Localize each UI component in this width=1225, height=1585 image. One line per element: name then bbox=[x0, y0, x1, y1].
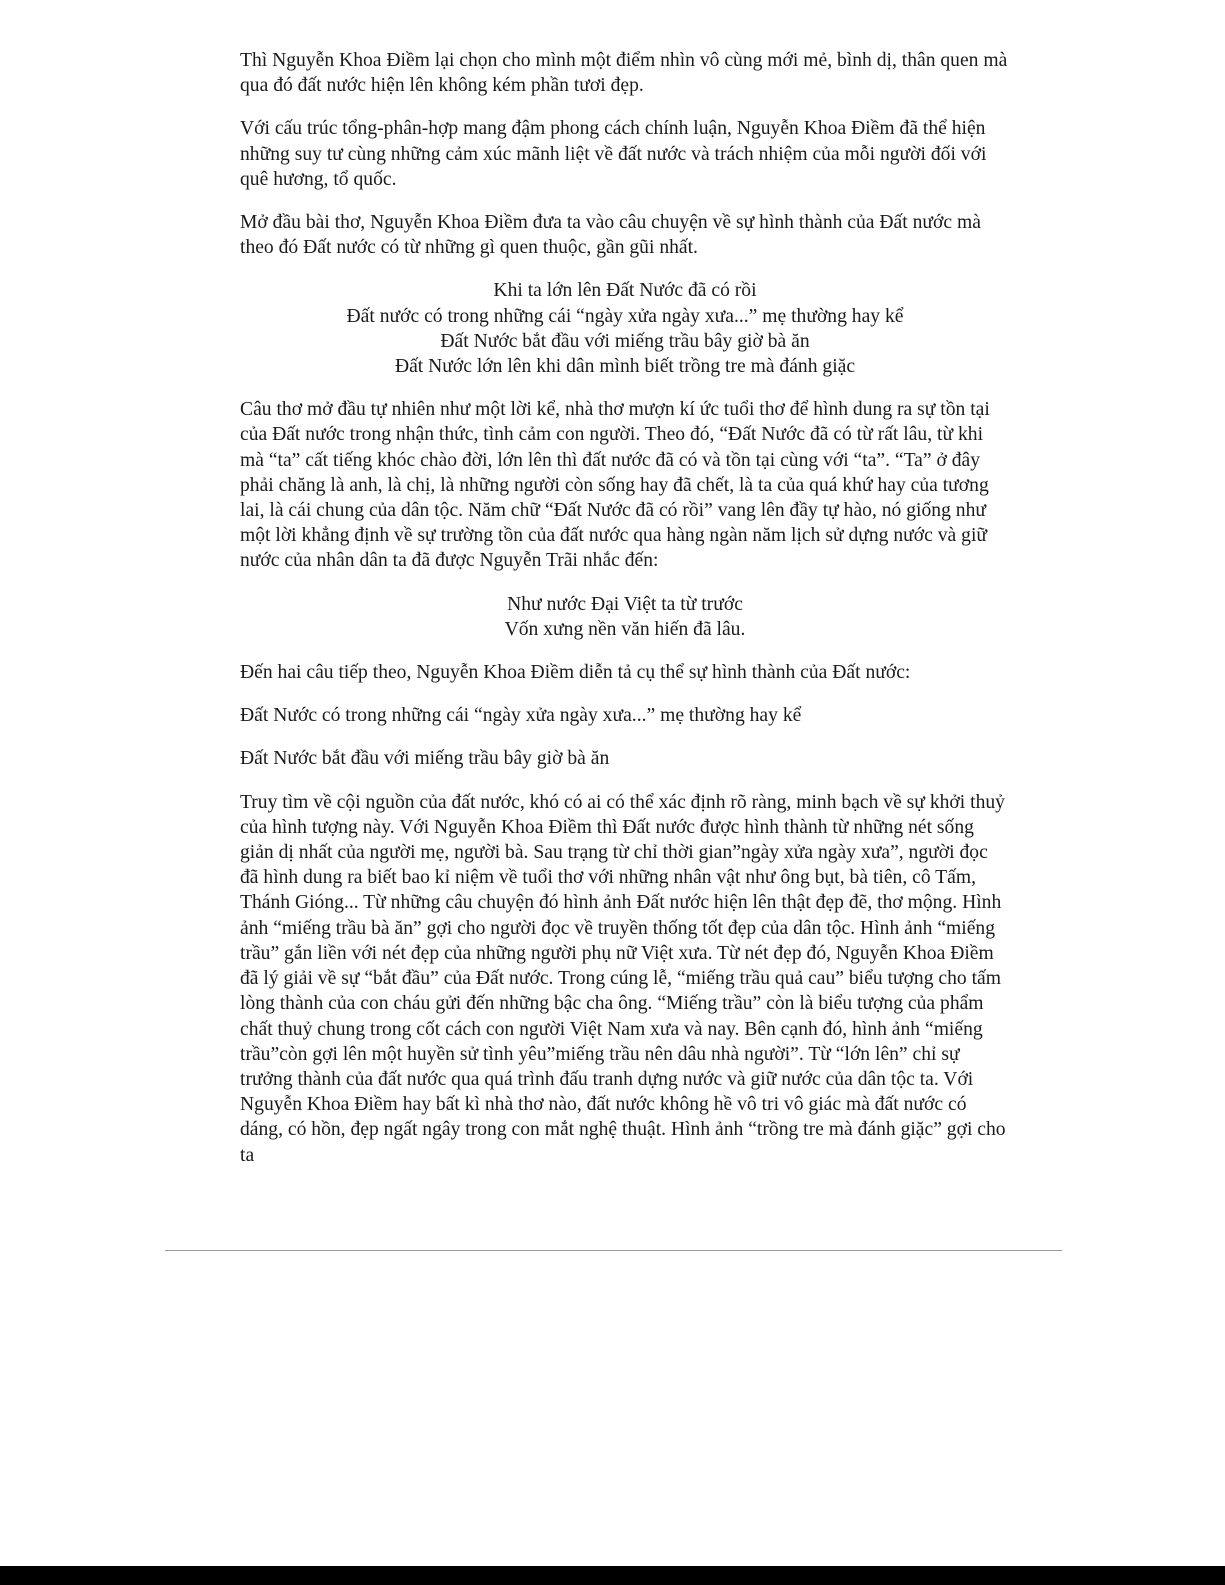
poem-line: Khi ta lớn lên Đất Nước đã có rồi bbox=[493, 280, 757, 302]
document-page bbox=[240, 48, 1010, 1186]
poem-line: Vốn xưng nền văn hiến đã lâu. bbox=[504, 618, 746, 640]
quoted-line-2: Đất Nước bắt đầu với miếng trầu bây giờ bà ăn bbox=[240, 748, 610, 770]
poem-line: Như nước Đại Việt ta từ trước bbox=[507, 593, 743, 615]
poem-stanza-1 bbox=[240, 278, 1010, 379]
poem-line: Đất Nước bắt đầu với miếng trầu bây giờ bà ăn bbox=[440, 330, 810, 352]
page-divider bbox=[165, 1250, 1062, 1251]
poem-stanza-2 bbox=[240, 592, 1010, 642]
poem-line: Đất Nước lớn lên khi dân mình biết trồng tre mà đánh giặc bbox=[394, 356, 856, 378]
paragraph-intro: Thì Nguyễn Khoa Điềm lại chọn cho mình một điểm nhìn vô cùng mới mẻ, bình dị, thân quen mà qua đó đất nước hiện lên không kém phần tươi đẹp. bbox=[240, 50, 1008, 97]
bottom-bar bbox=[0, 1566, 1225, 1585]
paragraph-analysis-2: Truy tìm về cội nguồn của đất nước, khó có ai có thể xác định rõ ràng, minh bạch về sự khởi thuỷ của hình tượng này. Với Nguyễn Khoa Điềm thì Đất nước được hình thành từ những nét sống giản dị nhất của người mẹ, người bà. Sau trạng từ chỉ thời gian”ngày xửa ngày xưa”, người đọc đã hình dung ra biết bao kỉ niệm về tuổi thơ với những nhân vật như ông bụt, bà tiên, cô Tấm, Thánh Gióng... Từ những câu chuyện đó hình ảnh Đất nước hiện lên thật đẹp đẽ, thơ mộng. Hình ảnh “miếng trầu bà ăn” gợi cho người đọc về truyền thống tốt đẹp của dân tộc. Hình ảnh “miếng trầu” gắn liền với nét đẹp của những người phụ nữ Việt xưa. Từ nét đẹp đó, Nguyễn Khoa Điềm đã lý giải về sự “bắt đầu” của Đất nước. Trong cúng lễ, “miếng trầu quả cau” biểu tượng cho tấm lòng thành của con cháu gửi đến những bậc cha ông. “Miếng trầu” còn là biểu tượng của phẩm chất thuỷ chung trong cốt cách con người Việt Nam xưa và nay. Bên cạnh đó, hình ảnh “miếng trầu”còn gợi lên một huyền sử tình yêu”miếng trầu nên dâu nhà người”. Từ “lớn lên” chỉ sự trưởng thành của đất nước qua quá trình đấu tranh dựng nước và giữ nước của dân tộc ta. Với Nguyễn Khoa Điềm hay bất kì nhà thơ nào, đất nước không hề vô tri vô giác mà đất nước có dáng, có hồn, đẹp ngất ngây trong con mắt nghệ thuật. Hình ảnh “trồng tre mà đánh giặc” gợi cho ta bbox=[240, 791, 1006, 1166]
poem-line: Đất nước có trong những cái “ngày xửa ngày xưa...” mẹ thường hay kể bbox=[346, 305, 904, 327]
paragraph-next-lines: Đến hai câu tiếp theo, Nguyễn Khoa Điềm diễn tả cụ thể sự hình thành của Đất nước: bbox=[240, 662, 911, 684]
paragraph-structure: Với cấu trúc tổng-phân-hợp mang đậm phong cách chính luận, Nguyễn Khoa Điềm đã thể hiện những suy tư cùng những cảm xúc mãnh liệt về đất nước và trách nhiệm của mỗi người đối với quê hương, tổ quốc. bbox=[240, 118, 987, 190]
paragraph-analysis-1: Câu thơ mở đầu tự nhiên như một lời kể, nhà thơ mượn kí ức tuổi thơ để hình dung ra sự tồn tại của Đất nước trong nhận thức, tình cảm con người. Theo đó, “Đất Nước đã có từ rất lâu, từ khi mà “ta” cất tiếng khóc chào đời, lớn lên thì đất nước đã có và tồn tại cùng với “ta”. “Ta” ở đây phải chăng là anh, là chị, là những người còn sống hay đã chết, là ta của quá khứ hay của tương lai, là cái chung của dân tộc. Năm chữ “Đất Nước đã có rồi” vang lên đầy tự hào, nó giống như một lời khẳng định về sự trường tồn của đất nước qua hàng ngàn năm lịch sử dựng nước và giữ nước của nhân dân ta đã được Nguyễn Trãi nhắc đến: bbox=[240, 399, 990, 572]
paragraph-opening: Mở đầu bài thơ, Nguyễn Khoa Điềm đưa ta vào câu chuyện về sự hình thành của Đất nước mà theo đó Đất nước có từ những gì quen thuộc, gần gũi nhất. bbox=[240, 212, 981, 259]
quoted-line-1: Đất Nước có trong những cái “ngày xửa ngày xưa...” mẹ thường hay kể bbox=[240, 705, 802, 727]
